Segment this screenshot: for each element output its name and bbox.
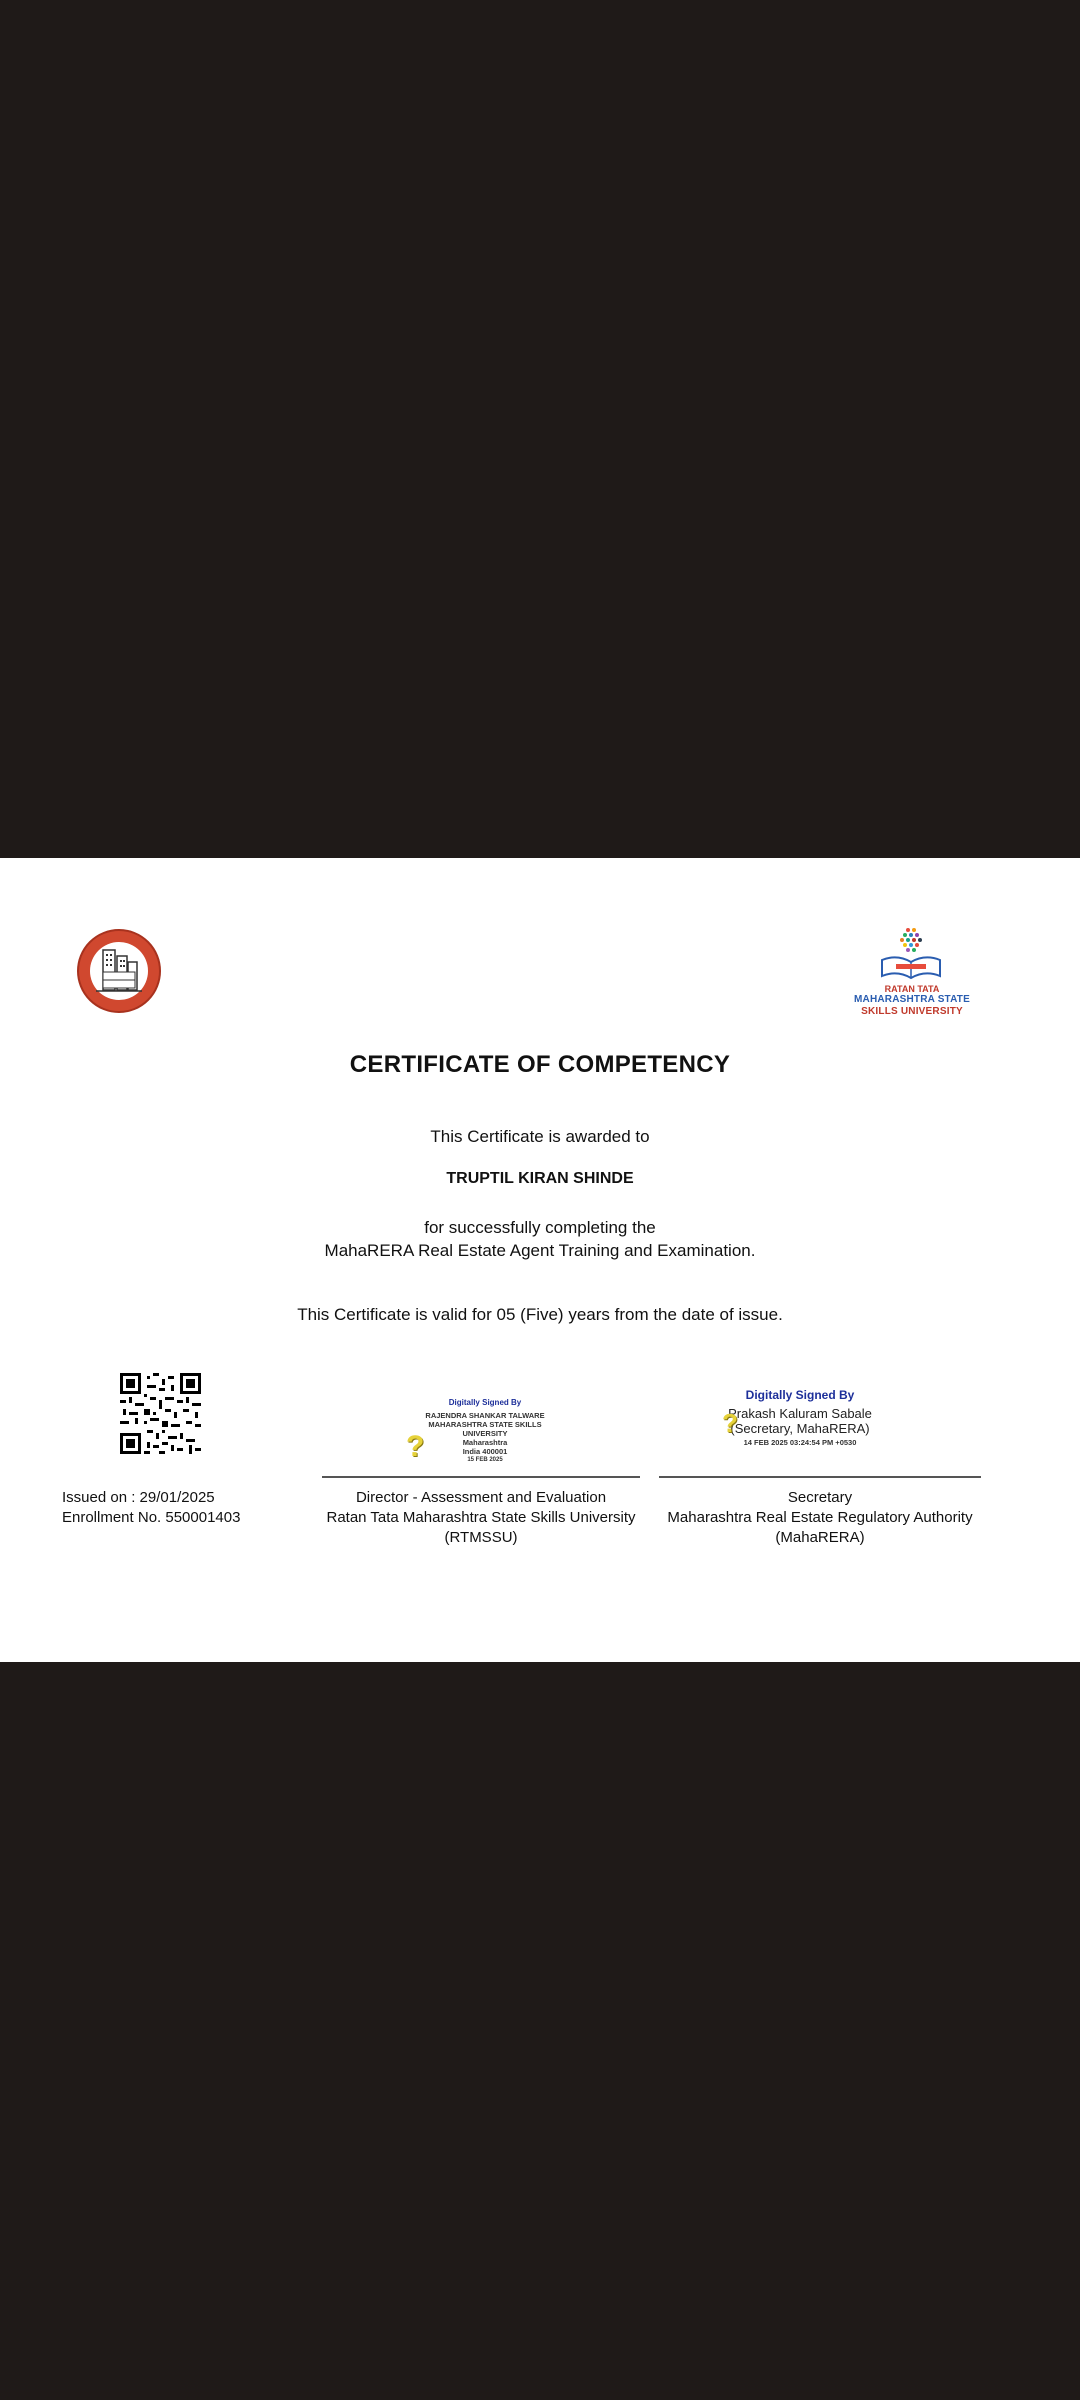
signatory-2-institution: Maharashtra Real Estate Regulatory Authority [667, 1509, 973, 1526]
issue-details [62, 1488, 240, 1528]
signature-date-1: 15 FEB 2025 [467, 1457, 503, 1463]
certificate-title: CERTIFICATE OF COMPETENCY [349, 1051, 731, 1078]
signatory-1-details [322, 1488, 640, 1548]
signer-place-1: Maharashtra [462, 1438, 508, 1447]
signatory-1-institution: Ratan Tata Maharashtra State Skills University [326, 1509, 636, 1526]
signer-org-line-2: UNIVERSITY [462, 1429, 508, 1438]
completion-line-1: for successfully completing the [424, 1218, 656, 1237]
validity-statement: This Certificate is valid for 05 (Five) years from the date of issue. [297, 1305, 783, 1324]
signer-title-2: (Secretary, MahaRERA) [730, 1421, 870, 1436]
signature-date-2: 14 FEB 2025 03:24:54 PM +0530 [743, 1438, 857, 1447]
signature-validity-icon-2: ? [722, 1408, 738, 1438]
signature-line-2 [659, 1476, 981, 1478]
digitally-signed-label-1: Digitally Signed By [448, 1398, 522, 1407]
digital-signature-2 [715, 1388, 885, 1447]
signatory-1-abbr: (RTMSSU) [444, 1529, 518, 1546]
qr-code[interactable] [120, 1373, 201, 1454]
recipient-name: TRUPTIL KIRAN SHINDE [446, 1170, 634, 1187]
signer-name-1: RAJENDRA SHANKAR TALWARE [425, 1411, 545, 1420]
signatory-1-role: Director - Assessment and Evaluation [355, 1489, 607, 1506]
digitally-signed-label-2: Digitally Signed By [745, 1388, 855, 1402]
signature-line-1 [322, 1476, 640, 1478]
rtmssu-logo-line3: SKILLS UNIVERSITY [861, 1006, 963, 1017]
signer-name-2: Prakash Kaluram Sabale [728, 1406, 872, 1421]
signatory-2-details [659, 1488, 981, 1548]
signatory-2-abbr: (MahaRERA) [775, 1529, 865, 1546]
signatory-2-role: Secretary [787, 1489, 853, 1506]
rtmssu-logo-line1: RATAN TATA [884, 984, 940, 994]
maharera-logo [76, 928, 162, 1014]
rtmssu-logo [852, 926, 972, 1018]
issued-on: Issued on : 29/01/2025 [62, 1489, 215, 1506]
certificate-page [0, 858, 1080, 1662]
awarded-line: This Certificate is awarded to [430, 1127, 650, 1146]
signer-org-line-1: MAHARASHTRA STATE SKILLS [428, 1420, 542, 1429]
signer-place-2: India 400001 [462, 1447, 508, 1456]
digital-signature-1 [400, 1398, 570, 1465]
enrollment-number: Enrollment No. 550001403 [62, 1509, 241, 1526]
signature-validity-icon-1: ? [406, 1430, 425, 1463]
completion-line-2: MahaRERA Real Estate Agent Training and Examination. [324, 1241, 756, 1260]
rtmssu-logo-line2: MAHARASHTRA STATE [854, 994, 970, 1005]
